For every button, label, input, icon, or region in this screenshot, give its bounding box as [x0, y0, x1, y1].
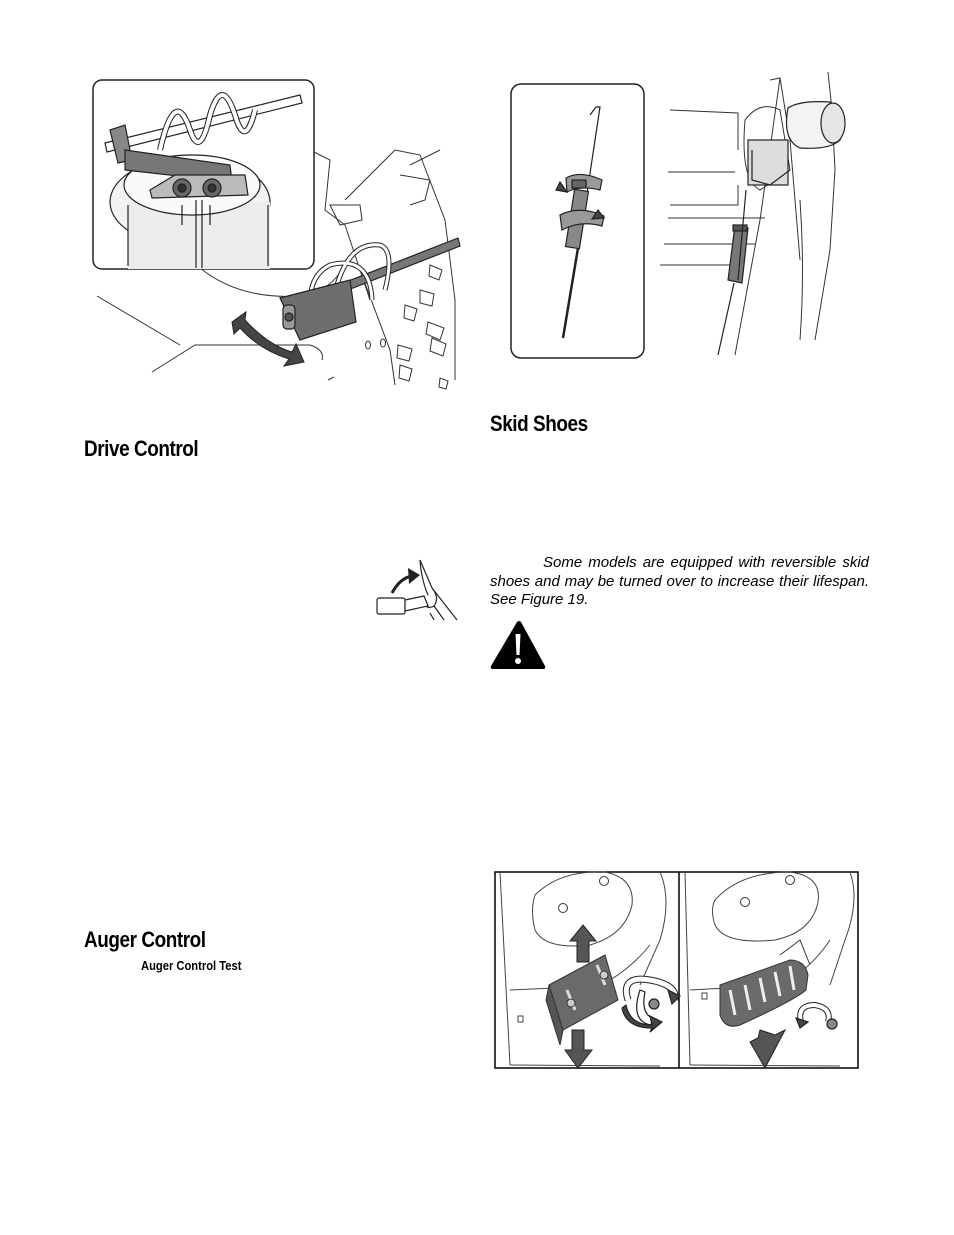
drive-control-heading: Drive Control	[84, 436, 199, 461]
skid-shoes-heading: Skid Shoes	[490, 411, 588, 436]
auger-control-heading: Auger Control	[84, 927, 206, 952]
lever-arrow-icon	[372, 558, 462, 628]
auger-control-test-subheading: Auger Control Test	[141, 958, 242, 973]
warning-triangle-icon	[489, 620, 547, 670]
skid-shoes-note: Some models are equipped with reversible skid shoes and may be turned over to increase their lifespan. See Figure 19.	[490, 554, 869, 608]
